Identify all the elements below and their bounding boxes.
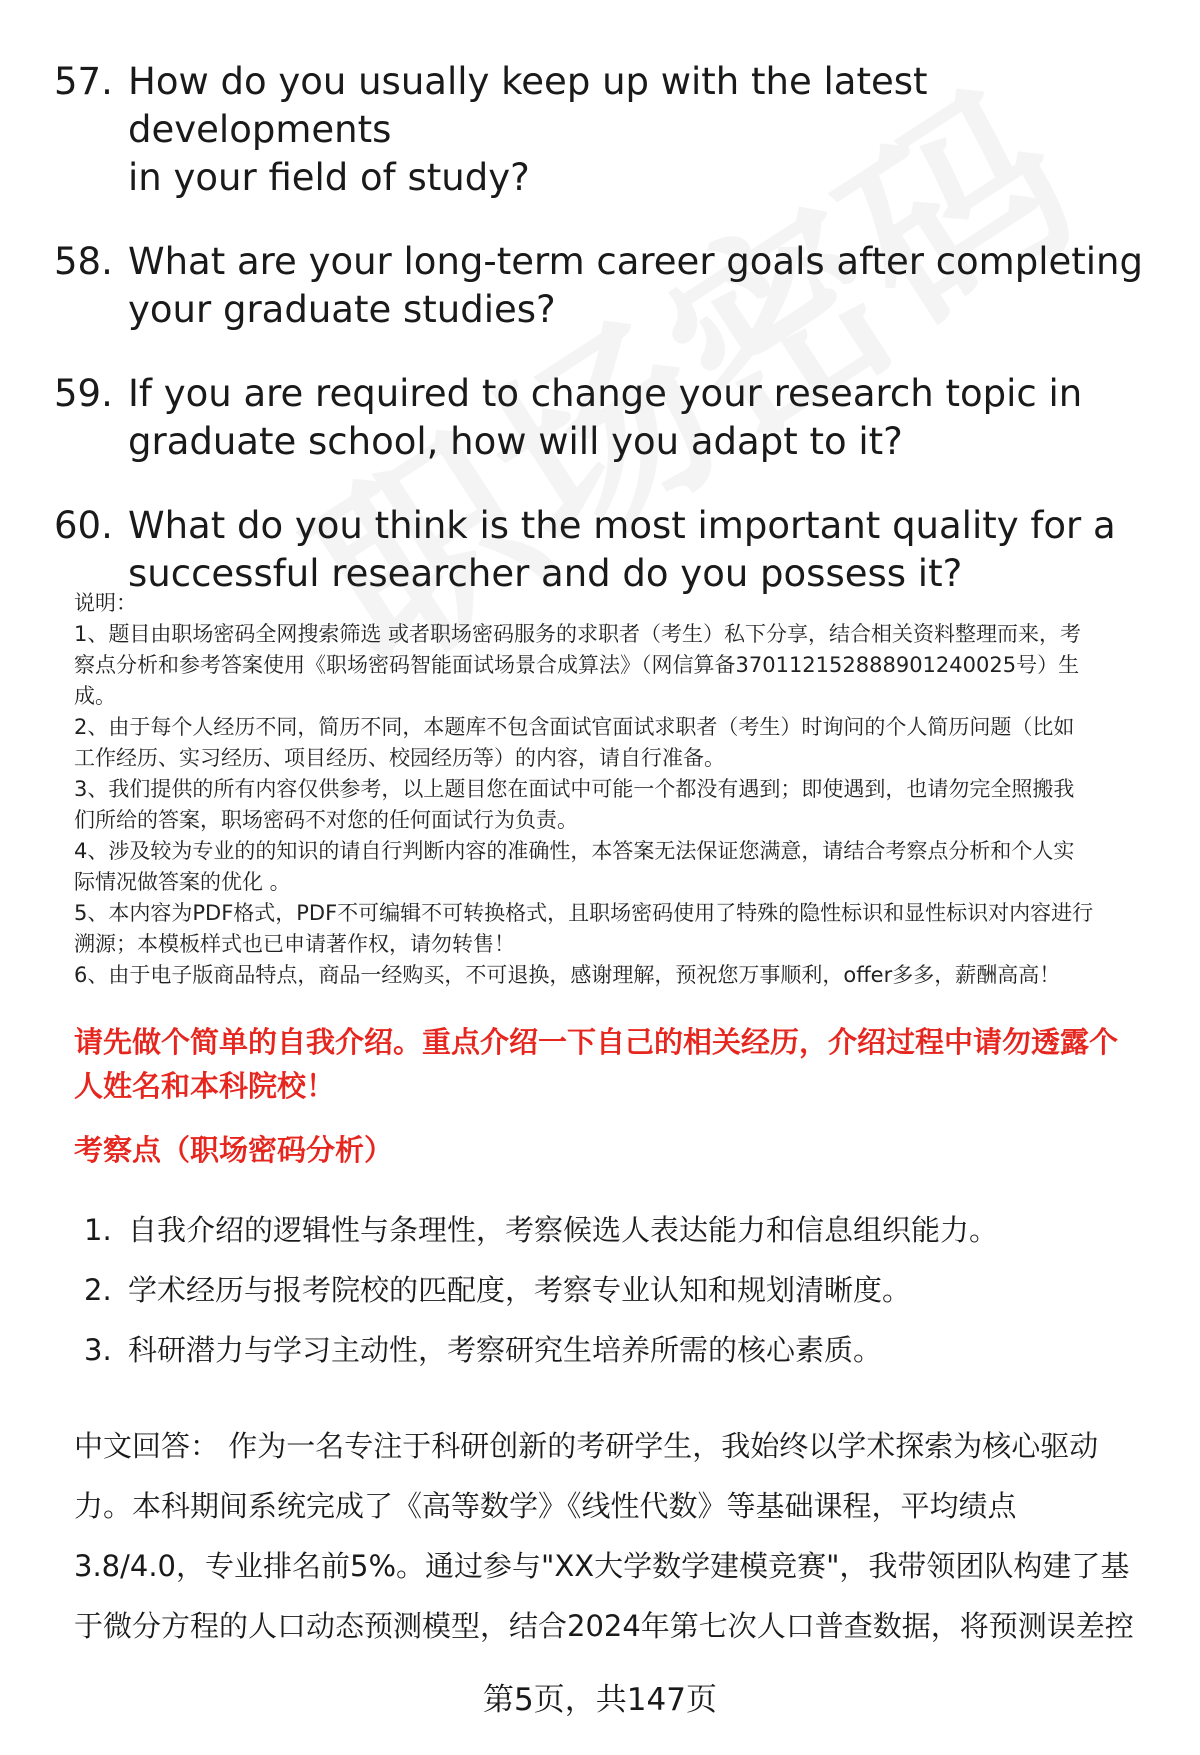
page-footer: 第5页，共147页 xyxy=(483,1682,717,1718)
question-number: 59. xyxy=(54,372,113,415)
question-number: 60. xyxy=(54,504,113,547)
answer-section xyxy=(74,1416,1164,1656)
question-item xyxy=(54,502,1164,598)
question-item xyxy=(54,58,1164,202)
prompt-line: 人姓名和本科院校！ xyxy=(74,1069,336,1103)
point-text: 自我介绍的逻辑性与条理性，考察候选人表达能力和信息组织能力。 xyxy=(128,1213,999,1247)
answer-line: 3.8/4.0，专业排名前5%。通过参与"XX大学数学建模竞赛"，我带领团队构建了基 xyxy=(74,1549,1130,1583)
note-line: 6、由于电子版商品特点，商品一经购买，不可退换，感谢理解，预祝您万事顺利，offer多多，薪酬高高！ xyxy=(74,963,1061,987)
note-line: 际情况做答案的优化 。 xyxy=(74,870,291,894)
question-line: What are your long-term career goals after completing xyxy=(128,240,1143,283)
question-line: in your field of study? xyxy=(128,156,530,199)
answer-line: 中文回答： 作为一名专注于科研创新的考研学生，我始终以学术探索为核心驱动 xyxy=(74,1429,1099,1463)
question-text xyxy=(128,58,1164,202)
question-line: successful researcher and do you possess it? xyxy=(128,552,963,595)
note-line: 工作经历、实习经历、项目经历、校园经历等）的内容，请自行准备。 xyxy=(74,746,725,770)
note-line: 1、题目由职场密码全网搜索筛选 或者职场密码服务的求职者（考生）私下分享，结合相关资料整理而来，考 xyxy=(74,622,1082,646)
analysis-title: 考察点（职场密码分析） xyxy=(74,1133,394,1167)
note-line: 3、我们提供的所有内容仅供参考，以上题目您在面试中可能一个都没有遇到；即使遇到，也请勿完全照搬我 xyxy=(74,777,1075,801)
analysis-point xyxy=(84,1270,1164,1310)
question-number: 57. xyxy=(54,60,113,103)
point-number: 2. xyxy=(84,1273,112,1307)
question-item xyxy=(54,238,1164,334)
question-line: What do you think is the most important quality for a xyxy=(128,504,1116,547)
note-line: 们所给的答案，职场密码不对您的任何面试行为负责。 xyxy=(74,808,578,832)
question-line: How do you usually keep up with the latest developments xyxy=(128,60,928,151)
note-line: 察点分析和参考答案使用《职场密码智能面试场景合成算法》（网信算备370112152888901240025号）生 xyxy=(74,653,1080,677)
question-line: If you are required to change your research topic in xyxy=(128,372,1083,415)
question-number: 58. xyxy=(54,240,113,283)
point-text: 学术经历与报考院校的匹配度，考察专业认知和规划清晰度。 xyxy=(128,1273,912,1307)
notes-section xyxy=(74,588,1164,991)
answer-line: 于微分方程的人口动态预测模型，结合2024年第七次人口普查数据，将预测误差控 xyxy=(74,1609,1134,1643)
point-number: 3. xyxy=(84,1333,112,1367)
analysis-point xyxy=(84,1210,1164,1250)
question-text xyxy=(128,238,1164,334)
note-line: 4、涉及较为专业的的知识的请自行判断内容的准确性，本答案无法保证您满意，请结合考察点分析和个人实 xyxy=(74,839,1075,863)
analysis-points xyxy=(84,1210,1164,1390)
question-text xyxy=(128,370,1164,466)
prompt-line: 请先做个简单的自我介绍。重点介绍一下自己的相关经历，介绍过程中请勿透露个 xyxy=(74,1025,1119,1059)
question-line: your graduate studies? xyxy=(128,288,556,331)
question-list xyxy=(54,58,1164,634)
note-line: 溯源；本模板样式也已申请著作权，请勿转售！ xyxy=(74,932,515,956)
note-line: 2、由于每个人经历不同，简历不同，本题库不包含面试官面试求职者（考生）时询问的个人简历问题（比如 xyxy=(74,715,1075,739)
answer-line: 力。本科期间系统完成了《高等数学》《线性代数》等基础课程，平均绩点 xyxy=(74,1489,1017,1523)
question-item xyxy=(54,370,1164,466)
question-text xyxy=(128,502,1164,598)
analysis-point xyxy=(84,1330,1164,1370)
question-line: graduate school, how will you adapt to it? xyxy=(128,420,903,463)
point-number: 1. xyxy=(84,1213,112,1247)
note-line: 成。 xyxy=(74,684,116,708)
notes-title: 说明： xyxy=(74,591,137,615)
point-text: 科研潜力与学习主动性，考察研究生培养所需的核心素质。 xyxy=(128,1333,883,1367)
note-line: 5、本内容为PDF格式，PDF不可编辑不可转换格式，且职场密码使用了特殊的隐性标识和显性标识对内容进行 xyxy=(74,901,1094,925)
interview-prompt xyxy=(74,1020,1164,1108)
